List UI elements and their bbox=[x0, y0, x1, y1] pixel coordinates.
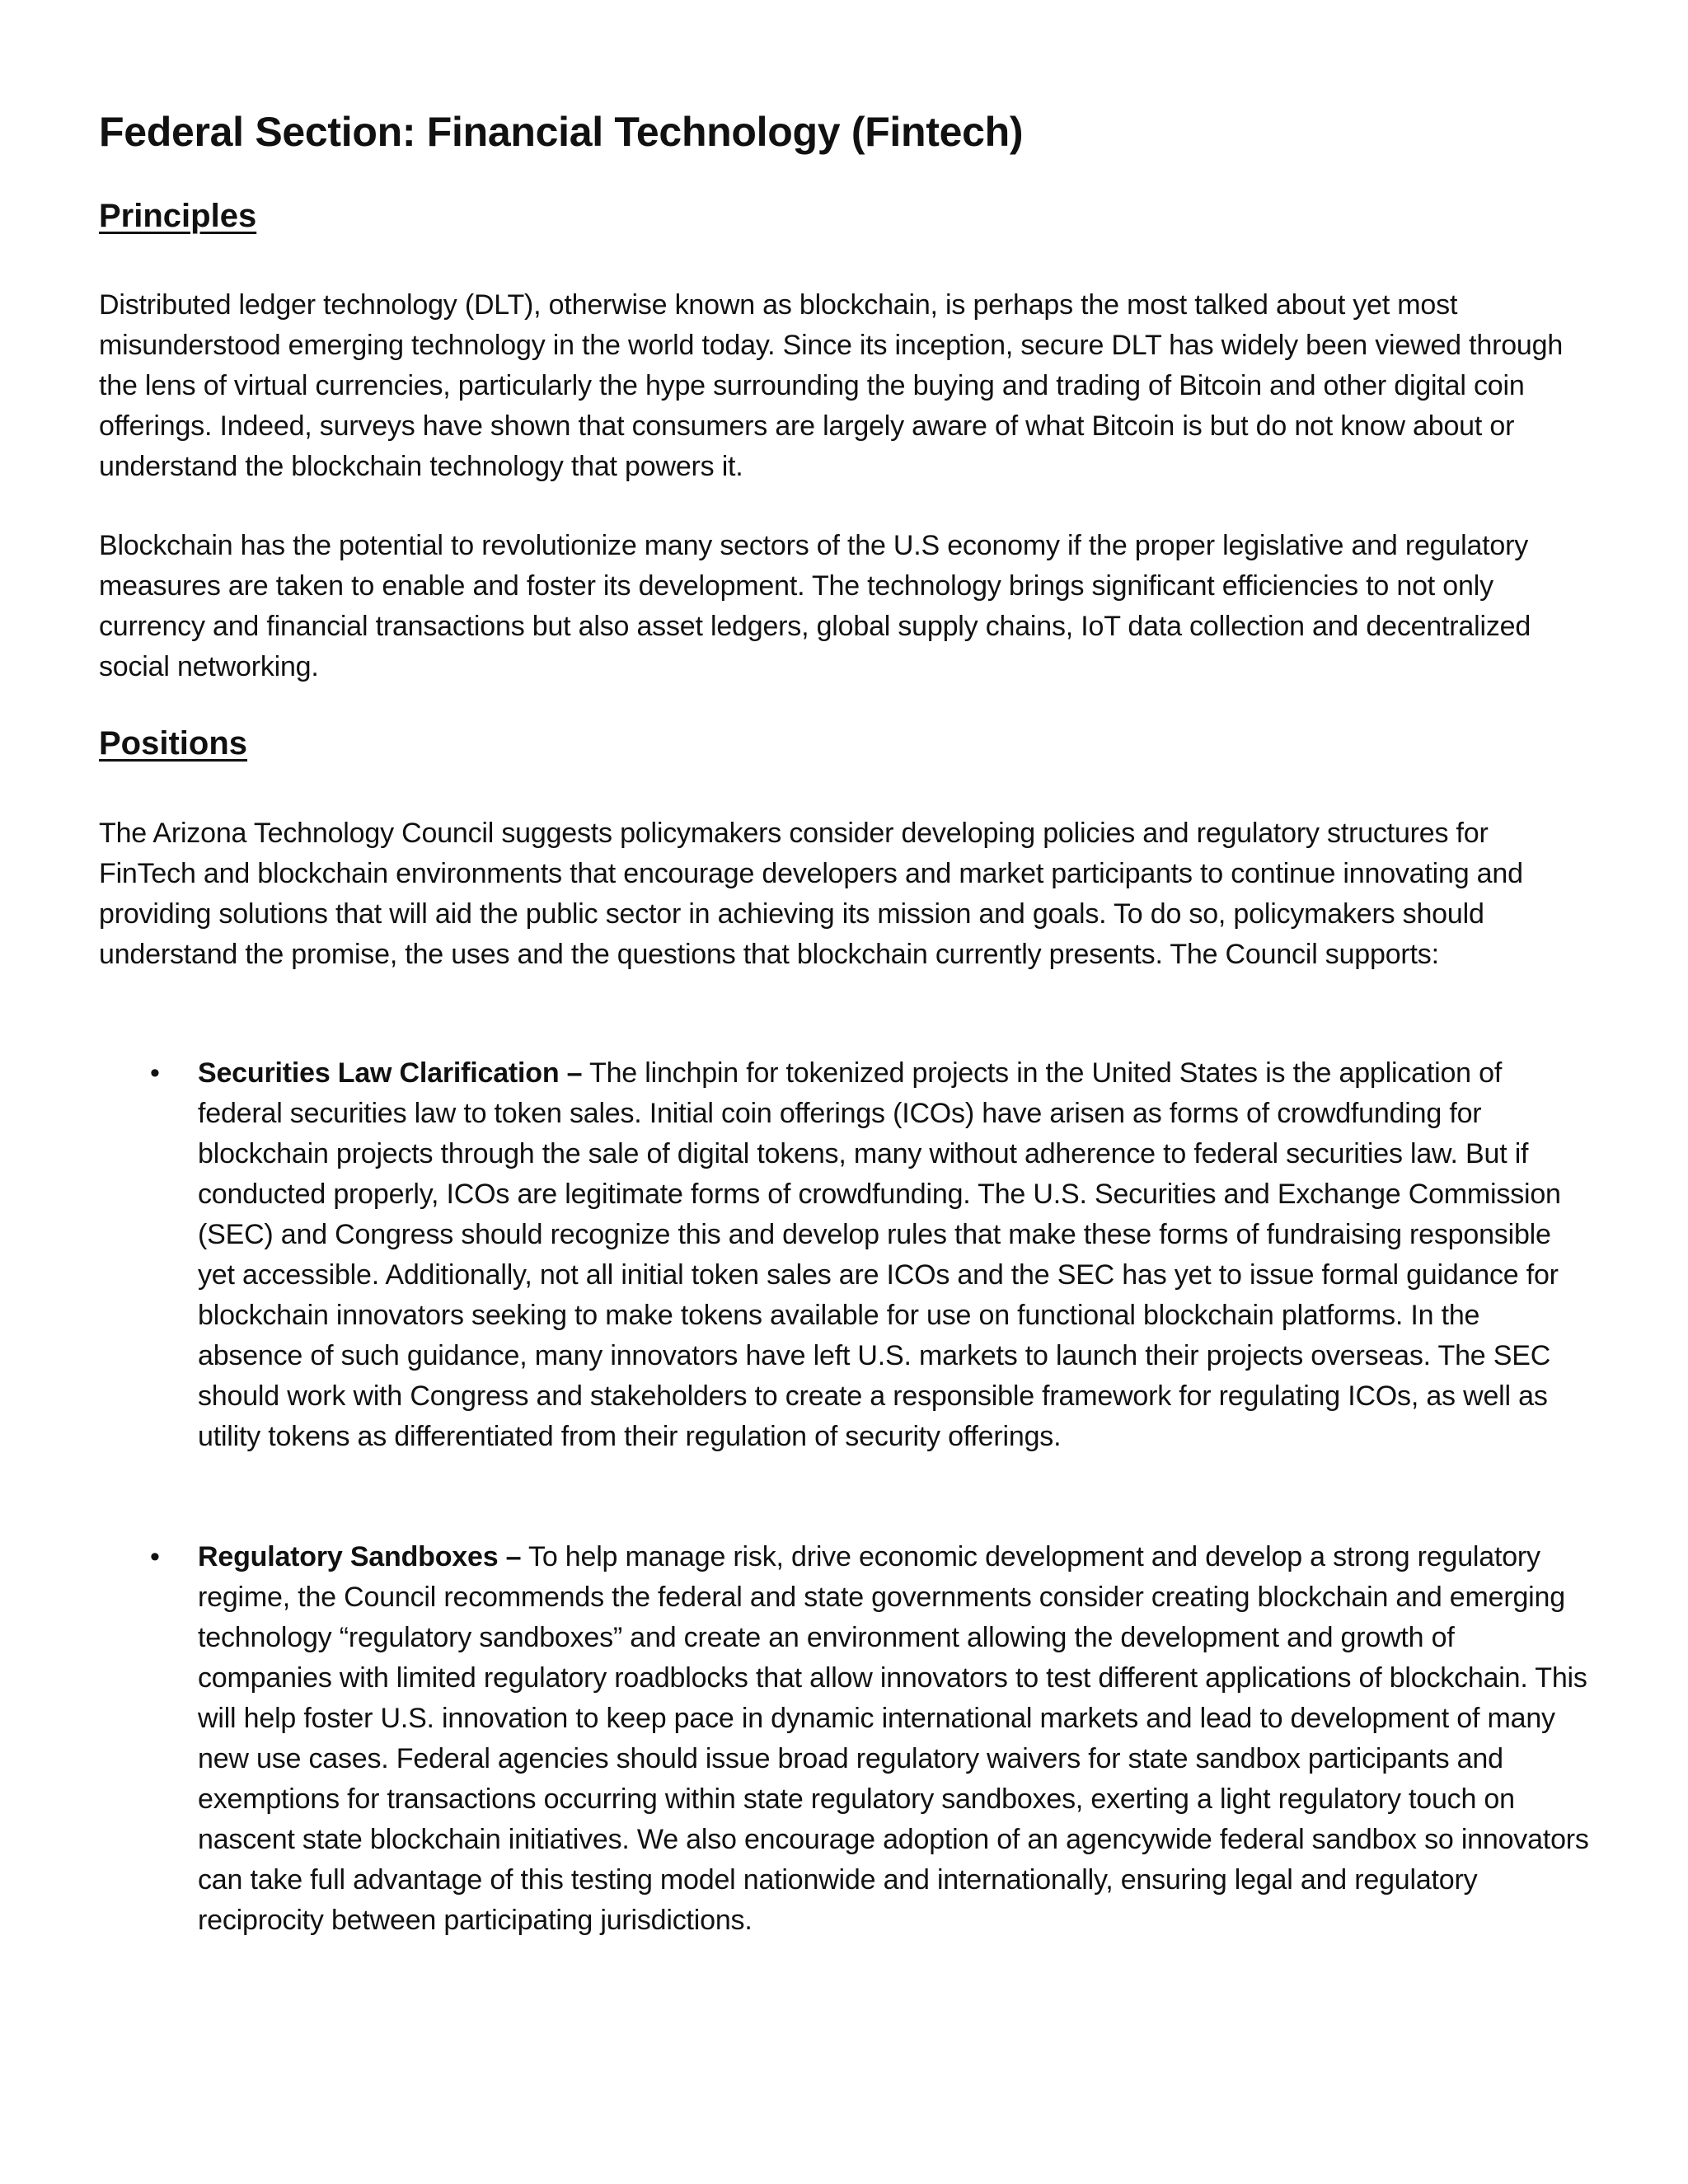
positions-heading: Positions bbox=[99, 725, 248, 762]
bullet-item-term: Securities Law Clarification – bbox=[198, 1057, 583, 1089]
principles-paragraph-1: Distributed ledger technology (DLT), otherwise known as blockchain, is perhaps the most talked about yet most misunderstood emerging technology in the world today. Since its inception, secure DLT has widely been viewed through the lens of virtual currencies, particularly the hype surrounding the buying and trading of Bitcoin and other digital coin offerings. Indeed, surveys have shown that consumers are largely aware of what Bitcoin is but do not know about or understand the blockchain technology that powers it. bbox=[99, 289, 1564, 482]
bullet-icon: • bbox=[150, 1057, 160, 1089]
bullet-item-text bbox=[198, 1053, 1591, 1457]
principles-paragraph-2: Blockchain has the potential to revolutionize many sectors of the U.S economy if the proper legislative and regulatory measures are taken to enable and foster its development. The technology brings significant efficiencies to not only currency and financial transactions but also asset ledgers, global supply chains, IoT data collection and decentralized social networking. bbox=[99, 530, 1531, 682]
positions-intro-paragraph: The Arizona Technology Council suggests policymakers consider developing policies and regulatory structures for FinTech and blockchain environments that encourage developers and market participants to continue innovating and providing solutions that will aid the public sector in achieving its mission and goals. To do so, policymakers should understand the promise, the uses and the questions that blockchain currently presents. The Council supports: bbox=[99, 818, 1523, 970]
bullet-icon: • bbox=[150, 1541, 160, 1572]
bullet-item-body: To help manage risk, drive economic development and develop a strong regulatory regime, the Council recommends the federal and state governments consider creating blockchain and emerging technology “regulatory sandboxes” and create an environment allowing the development and growth of companies with limited regulatory roadblocks that allow innovators to test different applications of blockchain. This will help foster U.S. innovation to keep pace in dynamic international markets and lead to development of many new use cases. Federal agencies should issue broad regulatory waivers for state sandbox participants and exemptions for transactions occurring within state regulatory sandboxes, exerting a light regulatory touch on nascent state blockchain initiatives. We also encourage adoption of an agencywide federal sandbox so innovators can take full advantage of this testing model nationwide and internationally, ensuring legal and regulatory reciprocity between participating jurisdictions. bbox=[198, 1541, 1589, 1936]
bullet-item-text bbox=[198, 1537, 1591, 1941]
bullet-item-term: Regulatory Sandboxes – bbox=[198, 1541, 522, 1572]
document-title: Federal Section: Financial Technology (Fintech) bbox=[99, 109, 1024, 155]
bullet-item-body: The linchpin for tokenized projects in the United States is the application of federal securities law to token sales. Initial coin offerings (ICOs) have arisen as forms of crowdfunding for blockchain projects through the sale of digital tokens, many without adherence to federal securities law. But if conducted properly, ICOs are legitimate forms of crowdfunding. The U.S. Securities and Exchange Commission (SEC) and Congress should recognize this and develop rules that make these forms of fundraising responsible yet accessible. Additionally, not all initial token sales are ICOs and the SEC has yet to issue formal guidance for blockchain innovators seeking to make tokens available for use on functional blockchain platforms. In the absence of such guidance, many innovators have left U.S. markets to launch their projects overseas. The SEC should work with Congress and stakeholders to create a responsible framework for regulating ICOs, as well as utility tokens as differentiated from their regulation of security offerings. bbox=[198, 1057, 1561, 1452]
principles-heading: Principles bbox=[99, 198, 257, 234]
